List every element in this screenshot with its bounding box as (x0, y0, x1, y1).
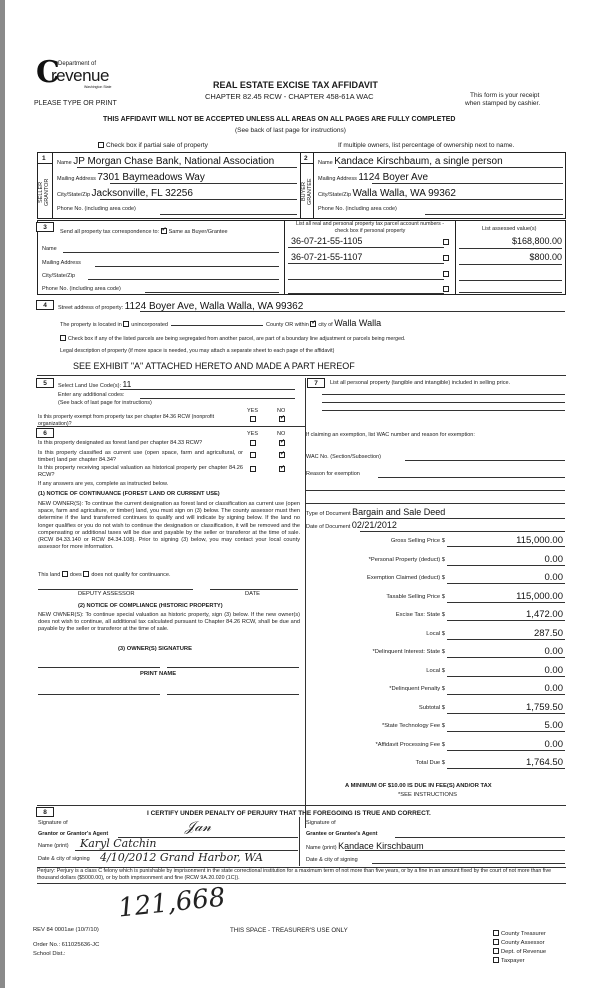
sec3-phone-input[interactable] (145, 292, 279, 293)
exemption-label: If claiming an exemption, list WAC number and reason for exemption: (306, 432, 475, 438)
sec3-phone-label: Phone No. (including area code) (42, 286, 121, 292)
buyer-phone-field[interactable]: Phone No. (including area code) (318, 206, 397, 212)
copy-checkbox[interactable]: County Treasurer (493, 930, 546, 937)
copy-checkbox[interactable]: Taxpayer (493, 957, 525, 964)
sec3-name-input[interactable] (63, 252, 279, 253)
reason-label: Reason for exemption (306, 471, 360, 477)
tax-value: 1,472.00 (526, 609, 563, 620)
seller-name-field[interactable]: Name JP Morgan Chase Bank, National Association (57, 156, 275, 167)
sec3-address-input[interactable] (95, 266, 279, 267)
no-header: NO (277, 408, 286, 414)
grantee-signature-label: Grantee or Grantee's Agent (306, 831, 378, 837)
section-2-number: 2 (304, 155, 308, 162)
legal-description-label: Legal description of property (if more space is needed, you may attach a separate sheet to each page of the affidavit) (60, 348, 335, 354)
grantor-name[interactable]: Karyl Catchin (80, 837, 157, 850)
tax-label: Local $ (426, 668, 445, 674)
warning: THIS AFFIDAVIT WILL NOT BE ACCEPTED UNLESS ALL AREAS ON ALL PAGES ARE FULLY COMPLETED (103, 116, 456, 123)
tax-line (447, 546, 565, 547)
tax-value: 0.00 (544, 683, 563, 694)
section-3-number: 3 (36, 222, 54, 232)
buyer-city-field[interactable]: City/State/Zip Walla Walla, WA 99362 (318, 188, 456, 199)
see-back: (See back of last page for instructions) (235, 127, 346, 134)
exempt-no-checkbox[interactable] (279, 416, 287, 423)
value-header: List assessed value(s) (482, 226, 537, 232)
tax-value: 0.00 (544, 739, 563, 750)
section-8-number: 8 (36, 807, 54, 817)
tax-value: 115,000.00 (516, 535, 563, 546)
historic-no-checkbox[interactable] (279, 466, 287, 473)
document-date-field[interactable]: Date of Document 02/21/2012 (306, 520, 397, 530)
grantor-date-label: Date & city of signing (38, 856, 90, 862)
treasurer-space: THIS SPACE - TREASURER'S USE ONLY (230, 927, 348, 934)
owner-signature-line[interactable] (167, 667, 299, 668)
section-5-number: 5 (36, 378, 54, 388)
does-checkbox[interactable] (62, 571, 68, 577)
section-4-number: 4 (36, 300, 54, 310)
yes-header: YES (247, 408, 259, 414)
personal-property-checkbox[interactable] (443, 286, 451, 293)
deputy-assessor-label: DEPUTY ASSESSOR (78, 591, 135, 597)
tax-value: 1,764.50 (526, 757, 563, 768)
see-instructions: *SEE INSTRUCTIONS (398, 792, 457, 798)
wac-label: WAC No. (Section/Subsection) (306, 454, 381, 460)
document-type-field[interactable]: Type of Document Bargain and Sale Deed (306, 507, 446, 517)
copy-checkbox[interactable]: County Assessor (493, 939, 545, 946)
tax-line (447, 565, 565, 566)
location-row: The property is located in unincorporated County OR within ✓ city of Walla Walla (60, 318, 381, 328)
sec3-name-label: Name (42, 246, 57, 252)
yes-header: YES (247, 431, 259, 437)
tax-line (447, 731, 565, 732)
receipt-note: This form is your receipt (470, 92, 540, 99)
historic-question: Is this property receiving special valuation as historical property per chapter 84.26 RCW? (38, 465, 243, 479)
personal-property-label: List all personal property (tangible and intangible) included in selling price. (330, 380, 511, 386)
dor-logo: C Department of revenue Washington State (36, 55, 112, 90)
seller-city-field[interactable]: City/State/Zip Jacksonville, FL 32256 (57, 188, 193, 199)
tax-label: *State Technology Fee $ (381, 723, 445, 729)
current-use-yes-checkbox[interactable] (250, 452, 258, 459)
seller-address-field[interactable]: Mailing Address 7301 Baymeadows Way (57, 172, 205, 183)
print-name-line[interactable] (38, 694, 160, 695)
grantor-name-label: Name (print) (38, 843, 69, 849)
section-1-number: 1 (42, 155, 46, 162)
tax-value: 287.50 (533, 628, 563, 639)
current-use-no-checkbox[interactable] (279, 452, 287, 459)
assessed-value: $168,800.00 (511, 236, 562, 246)
buyer-name-field[interactable]: Name Kandace Kirschbaum, a single person (318, 156, 503, 167)
tax-line (447, 768, 565, 769)
owner-signature-line[interactable] (38, 667, 160, 668)
multiple-owners-note: If multiple owners, list percentage of ownership next to name. (338, 142, 515, 149)
seller-phone-field[interactable]: Phone No. (including area code) (57, 206, 136, 212)
wac-input[interactable] (405, 460, 565, 461)
if-yes-note: If any answers are yes, complete as instructed below. (38, 481, 169, 487)
exempt-question: Is this property exempt from property tax per chapter 84.36 RCW (nonprofit organization)? (38, 414, 215, 427)
perjury-notice: Perjury: Perjury is a class C felony which is punishable by imprisonment in the state correctional institution for a maximum term of not more than five years, or by a fine in an amount fixed by the court of not more than five thousand dollars ($5000.00), or by both imprisonment and fine (RCW 9A.20.020 (1C)). (37, 868, 552, 881)
grantor-signature[interactable]: 𝒥𝒶𝓃 (185, 819, 211, 835)
tax-line (447, 750, 565, 751)
grantee-name-field[interactable]: Name (print) Kandace Kirschbaum (306, 841, 424, 851)
form-revision: REV 84 0001ae (10/7/10) (33, 927, 99, 933)
tax-value: 1,759.50 (526, 702, 563, 713)
notice-compliance-heading: (2) NOTICE OF COMPLIANCE (HISTORIC PROPERTY) (78, 603, 223, 609)
certify-statement: I CERTIFY UNDER PENALTY OF PERJURY THAT THE FOREGOING IS TRUE AND CORRECT. (147, 810, 431, 817)
signature-of-label: Signature of (306, 820, 336, 826)
notice-compliance-text: NEW OWNER(S): To continue special valuation as historic property, sign (3) below. If the new owner(s) does not wish to continue, all additional tax calculated pursuant to Chapter 84.26 RCW, shall be due and payable by the seller or transferor at the time of sale. (38, 612, 300, 633)
tax-label: Exemption Claimed (deduct) $ (367, 575, 445, 581)
owner-signature-heading: (3) OWNER(S) SIGNATURE (118, 646, 192, 652)
copy-checkbox[interactable]: Dept. of Revenue (493, 948, 546, 955)
tax-label: *Delinquent Interest: State $ (372, 649, 445, 655)
tax-value: 0.00 (544, 646, 563, 657)
print-name-line[interactable] (167, 694, 299, 695)
assessed-value: $800.00 (529, 252, 562, 262)
tax-label: *Delinquent Penalty $ (389, 686, 445, 692)
no-header: NO (277, 431, 286, 437)
tax-line (447, 639, 565, 640)
city-checkbox[interactable] (310, 321, 316, 327)
buyer-label: BUYER GRANTEE (301, 178, 313, 206)
partial-sale-checkbox[interactable]: Check box if partial sale of property (98, 142, 208, 149)
current-use-question: Is this property classified as current use (open space, farm and agricultural, or timber) land per chapter 84.34? (38, 450, 243, 464)
forest-yes-checkbox[interactable] (250, 440, 258, 447)
unincorporated-checkbox[interactable] (123, 321, 129, 327)
additional-codes-label: Enter any additional codes: (58, 392, 125, 398)
notice-continuance-text: NEW OWNER(S): To continue the current designation as forest land or classification as current use (open space, farm and agriculture, or timber) land, you must sign on (3) below. The county assessor must then determine if the land transferred continues to qualify and will indicate by signing below. If the land no longer qualifies or you do not wish to continue the designation or classification, it will be removed and the compensating or additional taxes will be due and payable by the seller or transferor at the time of sale. (RCW 84.33.140 or RCW 84.34.108). Prior to signing (3) below, you may contact your local county assessor for more information. (38, 501, 300, 551)
continuance-row: This land does does not qualify for continuance. (38, 572, 171, 578)
tax-value: 0.00 (544, 665, 563, 676)
tax-label: Taxable Selling Price $ (386, 594, 445, 600)
tax-label: Gross Selling Price $ (390, 538, 445, 544)
print-name-label: PRINT NAME (140, 671, 177, 677)
tax-value: 0.00 (544, 572, 563, 583)
tax-line (447, 657, 565, 658)
segregated-checkbox[interactable]: Check box if any of the listed parcels are being segregated from another parcel, are part of a boundary line adjustment or parcels being merged. (60, 335, 405, 342)
personal-property-checkbox[interactable] (443, 255, 451, 262)
personal-property-checkbox[interactable] (443, 239, 451, 246)
tax-label: Local $ (426, 631, 445, 637)
tax-label: Excise Tax: State $ (395, 612, 445, 618)
scan-edge (0, 0, 5, 988)
parcel-number: 36-07-21-55-1105 (291, 236, 363, 246)
notice-continuance-heading: (1) NOTICE OF CONTINUANCE (FOREST LAND OR CURRENT USE) (38, 491, 220, 497)
minimum-due-note: A MINIMUM OF $10.00 IS DUE IN FEE(S) AND/OR TAX (345, 783, 492, 789)
tax-label: *Personal Property (deduct) $ (368, 557, 445, 563)
tax-value: 0.00 (544, 554, 563, 565)
street-address-field[interactable]: Street address of property: 1124 Boyer Ave, Walla Walla, WA 99362 (58, 301, 304, 312)
sec3-city-label: City/State/Zip (42, 273, 76, 279)
buyer-address-field[interactable]: Mailing Address 1124 Boyer Ave (318, 172, 429, 183)
tax-label: *Affidavit Processing Fee $ (375, 742, 445, 748)
please-type: PLEASE TYPE OR PRINT (34, 100, 117, 107)
grantor-signature-label: Grantor or Grantor's Agent (38, 831, 109, 837)
seller-label: SELLER GRANTOR (38, 178, 50, 206)
sec3-address-label: Mailing Address (42, 260, 81, 266)
parcel-number: 36-07-21-55-1107 (291, 252, 363, 262)
section-7-number: 7 (307, 378, 325, 388)
additional-codes-input[interactable] (140, 398, 295, 399)
form-chapter: CHAPTER 82.45 RCW - CHAPTER 458-61A WAC (205, 92, 374, 101)
order-number: Order No.: 611025636-JC (33, 942, 100, 948)
same-as-buyer-checkbox[interactable]: Send all property tax correspondence to: ✓ Same as Buyer/Grantee (60, 228, 228, 235)
tax-value: 115,000.00 (516, 591, 563, 602)
reason-input[interactable] (378, 477, 565, 478)
grantee-date-label: Date & city of signing (306, 857, 358, 863)
parcel-header: List all real and personal property tax parcel account numbers - check box if personal property (295, 221, 445, 234)
legal-description: SEE EXHIBIT "A" ATTACHED HERETO AND MADE A PART HEREOF (73, 361, 355, 371)
section-6-number: 6 (36, 428, 54, 438)
sec3-city-input[interactable] (88, 279, 279, 280)
historic-yes-checkbox[interactable] (250, 466, 258, 473)
school-district: School Dist.: (33, 951, 66, 957)
tax-line (447, 713, 565, 714)
grantor-date-city[interactable]: 4/10/2012 Grand Harbor, WA (100, 851, 263, 864)
tax-label: Subtotal $ (418, 705, 445, 711)
grantee-signature-line[interactable] (395, 837, 565, 838)
tax-line (447, 694, 565, 695)
handwritten-number: 121,668 (116, 882, 227, 924)
exempt-yes-checkbox[interactable] (250, 416, 258, 423)
forest-no-checkbox[interactable] (279, 440, 287, 447)
tax-label: Total Due $ (415, 760, 445, 766)
see-back-note: (See back of last page for instructions) (58, 400, 152, 406)
form-title: REAL ESTATE EXCISE TAX AFFIDAVIT (213, 80, 378, 90)
tax-value: 5.00 (544, 720, 563, 731)
signature-of-label: Signature of (38, 820, 68, 826)
land-use-field[interactable]: Select Land Use Code(s): 11 (58, 379, 132, 389)
date-label: DATE (245, 591, 261, 597)
tax-line (447, 620, 565, 621)
tax-line (447, 583, 565, 584)
does-not-checkbox[interactable] (83, 571, 89, 577)
grantee-date-input[interactable] (372, 863, 565, 864)
receipt-note-2: when stamped by cashier. (465, 100, 541, 107)
tax-line (447, 602, 565, 603)
forest-land-question: Is this property designated as forest land per chapter 84.33 RCW? (38, 440, 203, 446)
tax-line (447, 676, 565, 677)
personal-property-checkbox[interactable] (443, 271, 451, 278)
